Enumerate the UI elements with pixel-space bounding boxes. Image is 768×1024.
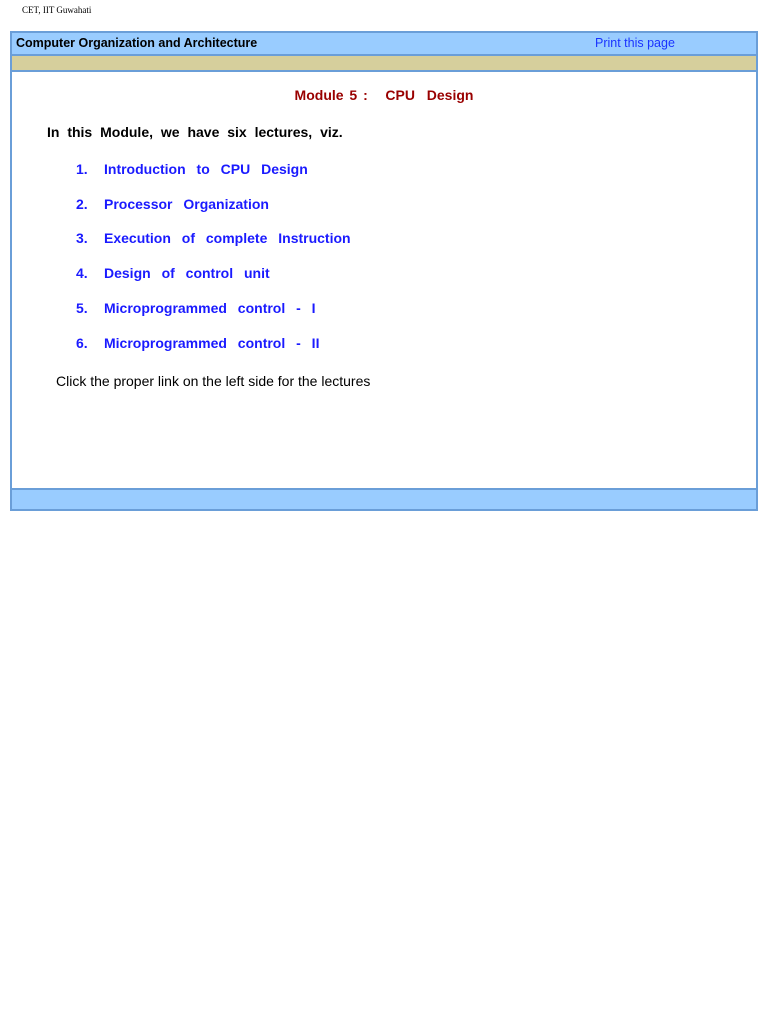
course-title: Computer Organization and Architecture [16,36,258,50]
lecture-link-1[interactable] [76,161,308,177]
print-page-link[interactable]: Print this page [595,36,675,50]
lecture-note: Click the proper link on the left side for the lectures [56,373,371,389]
bottom-bar [12,488,756,509]
lecture-link-6[interactable] [76,335,319,351]
separator-bar [12,56,756,72]
lecture-label: Microprogrammed control - I [104,300,316,316]
lecture-label: Introduction to CPU Design [104,161,308,177]
module-content [12,72,756,488]
lecture-link-5[interactable] [76,300,316,316]
title-bar [12,33,756,56]
lecture-label: Execution of complete Instruction [104,230,351,246]
module-intro: In this Module, we have six lectures, viz. [47,124,343,140]
lecture-number: 3. [76,230,88,246]
module-title: Module 5 : CPU Design [294,87,474,103]
content-frame [10,31,758,511]
lecture-number: 4. [76,265,88,281]
org-header: CET, IIT Guwahati [22,5,92,15]
lecture-label: Design of control unit [104,265,270,281]
lecture-link-4[interactable] [76,265,270,281]
lecture-link-2[interactable] [76,196,269,212]
lecture-link-3[interactable] [76,230,351,246]
lecture-label: Microprogrammed control - II [104,335,320,351]
lecture-label: Processor Organization [104,196,269,212]
lecture-number: 5. [76,300,88,316]
lecture-number: 1. [76,161,88,177]
lecture-number: 2. [76,196,88,212]
lecture-number: 6. [76,335,88,351]
